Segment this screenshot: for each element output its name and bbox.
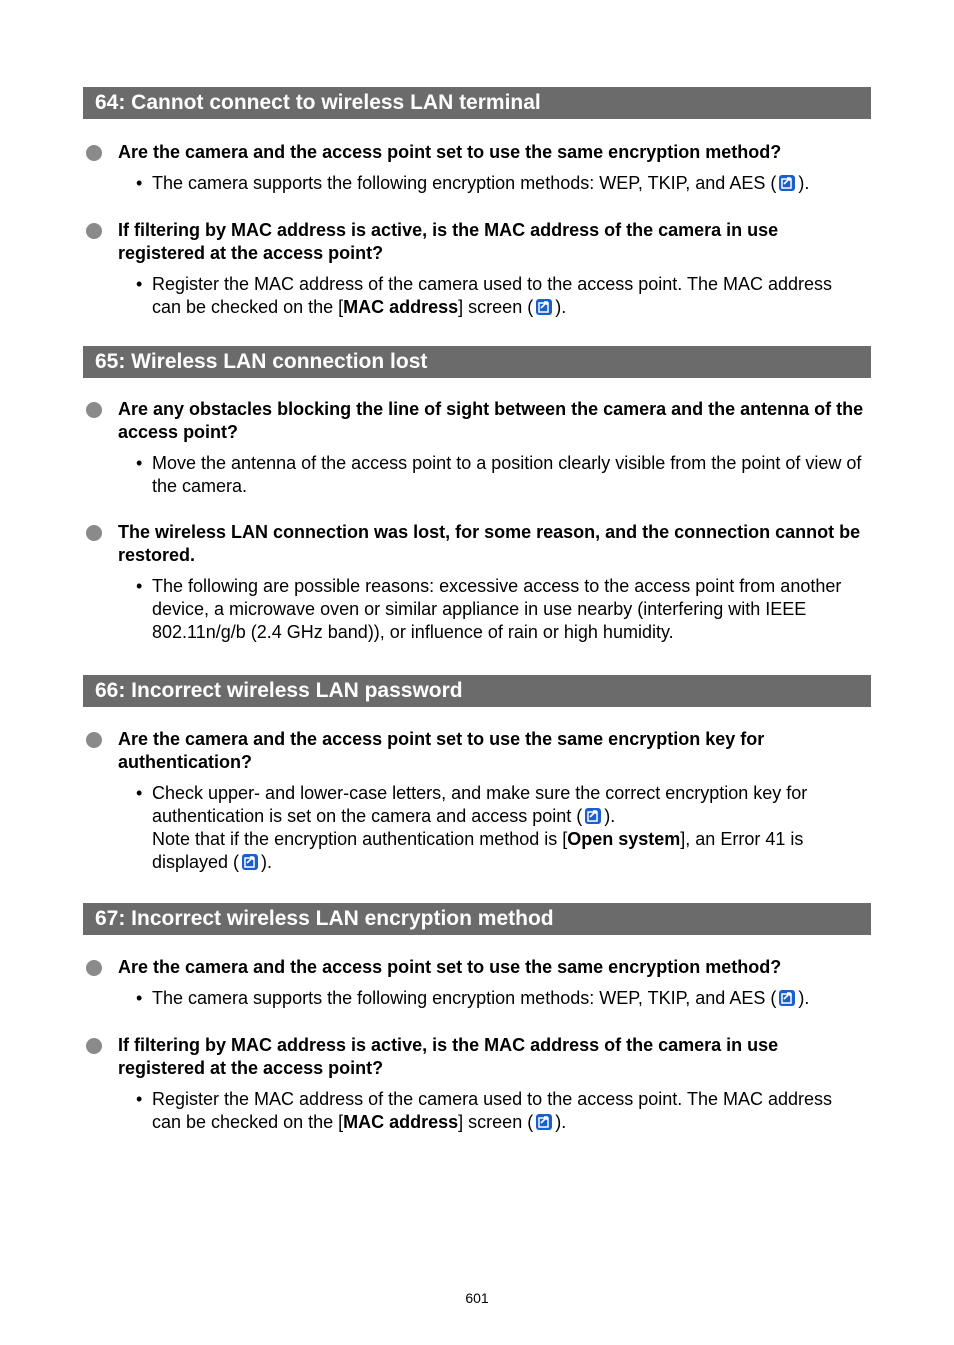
section-66 (83, 675, 871, 874)
section-67 (83, 903, 871, 1134)
question: Are the camera and the access point set to use the same encryption key for authentication? (118, 728, 868, 774)
section-64 (83, 87, 871, 319)
answer: • Check upper- and lower-case letters, and make sure the correct encryption key for authentication is set on the camera and access point ( ). Note that if the encryption authentication method is [Open system], an Error 41 is displayed ( ). (136, 783, 808, 872)
bullet-mark: • (136, 576, 143, 596)
bullet-dot-icon (86, 525, 102, 541)
bullet-mark: • (136, 988, 143, 1008)
page-reference-link-icon[interactable] (778, 174, 796, 192)
bullet-mark: • (136, 783, 143, 803)
answer: • Register the MAC address of the camera used to the access point. The MAC address can be checked on the [MAC address] screen ( ). (136, 274, 833, 317)
page-reference-link-icon[interactable] (535, 1113, 553, 1131)
section-65 (83, 346, 871, 644)
bullet-dot-icon (86, 1038, 102, 1054)
question: If filtering by MAC address is active, is the MAC address of the camera in use registered at the access point? (118, 1034, 868, 1080)
answer: • The camera supports the following encryption methods: WEP, TKIP, and AES ( ). (136, 173, 810, 193)
section-heading: 64: Cannot connect to wireless LAN terminal (83, 87, 871, 119)
page-reference-link-icon[interactable] (584, 807, 602, 825)
page-reference-link-icon[interactable] (535, 298, 553, 316)
bullet-mark: • (136, 453, 143, 473)
question: The wireless LAN connection was lost, for some reason, and the connection cannot be restored. (118, 521, 868, 567)
bullet-mark: • (136, 173, 143, 193)
bullet-dot-icon (86, 223, 102, 239)
bullet-dot-icon (86, 960, 102, 976)
bullet-mark: • (136, 1089, 143, 1109)
answer: • Move the antenna of the access point to a position clearly visible from the point of view of the camera. (136, 453, 862, 496)
bullet-dot-icon (86, 402, 102, 418)
page-reference-link-icon[interactable] (778, 989, 796, 1007)
bullet-dot-icon (86, 145, 102, 161)
question: Are the camera and the access point set to use the same encryption method? (118, 956, 868, 979)
answer: • The following are possible reasons: excessive access to the access point from another device, a microwave oven or similar appliance in use nearby (interfering with IEEE 802.11n/g/b (2.4 GHz band)), or influence of rain or high humidity. (136, 576, 842, 642)
section-heading: 65: Wireless LAN connection lost (83, 346, 871, 378)
bullet-mark: • (136, 274, 143, 294)
page-reference-link-icon[interactable] (241, 853, 259, 871)
answer: • The camera supports the following encryption methods: WEP, TKIP, and AES ( ). (136, 988, 810, 1008)
question: Are any obstacles blocking the line of sight between the camera and the antenna of the access point? (118, 398, 868, 444)
question: Are the camera and the access point set to use the same encryption method? (118, 141, 868, 164)
answer: • Register the MAC address of the camera used to the access point. The MAC address can be checked on the [MAC address] screen ( ). (136, 1089, 833, 1132)
bullet-dot-icon (86, 732, 102, 748)
section-heading: 66: Incorrect wireless LAN password (83, 675, 871, 707)
page-number: 601 (465, 1290, 489, 1306)
section-heading: 67: Incorrect wireless LAN encryption method (83, 903, 871, 935)
question: If filtering by MAC address is active, is the MAC address of the camera in use registered at the access point? (118, 219, 868, 265)
